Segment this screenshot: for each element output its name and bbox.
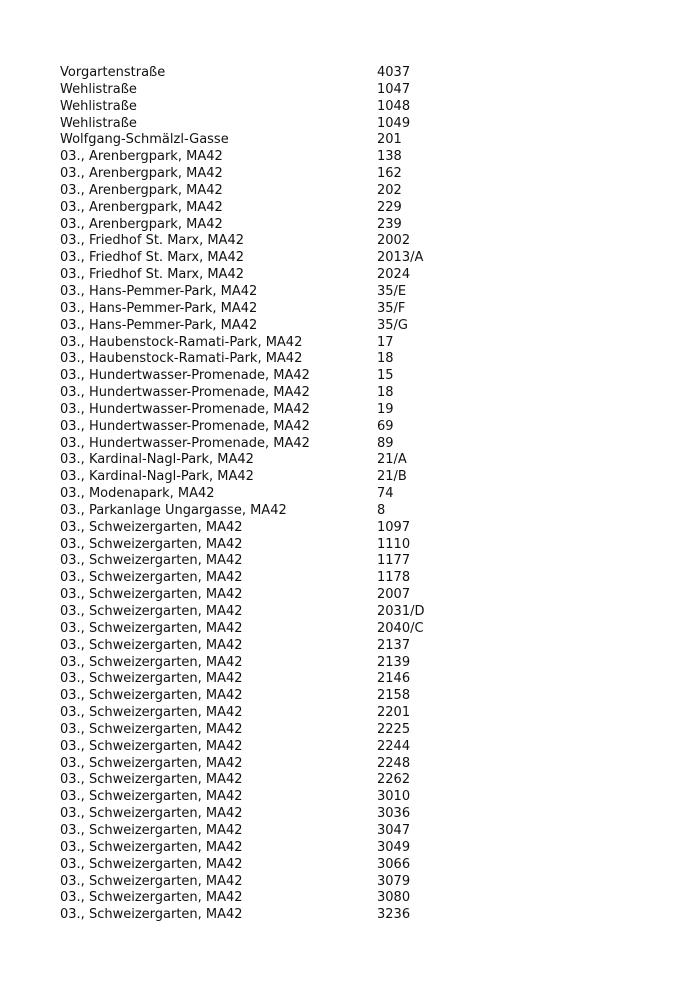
location-name: 03., Schweizergarten, MA42 [60,806,243,822]
location-name: 03., Schweizergarten, MA42 [60,772,243,788]
list-item [60,604,660,621]
list-item [60,772,660,789]
item-number: 17 [377,334,394,350]
location-name: 03., Schweizergarten, MA42 [60,822,243,838]
item-number: 15 [377,368,394,384]
item-number: 35/E [377,283,407,299]
list-item [60,301,660,318]
item-number: 3047 [377,822,411,838]
item-number: 229 [377,199,402,215]
location-name: 03., Schweizergarten, MA42 [60,789,243,805]
location-name: 03., Friedhof St. Marx, MA42 [60,250,244,266]
item-number: 1178 [377,570,411,586]
item-number: 2007 [377,587,411,603]
list-item [60,621,660,638]
location-name: Wehlistraße [60,81,137,97]
location-list [60,65,660,924]
list-item [60,318,660,335]
item-number: 2013/A [377,250,424,266]
item-number: 1097 [377,519,411,535]
location-name: 03., Hans-Pemmer-Park, MA42 [60,283,258,299]
location-name: 03., Schweizergarten, MA42 [60,671,243,687]
location-name: 03., Arenbergpark, MA42 [60,199,223,215]
location-name: 03., Haubenstock-Ramati-Park, MA42 [60,334,303,350]
list-item [60,267,660,284]
location-name: Vorgartenstraße [60,65,166,80]
location-name: 03., Schweizergarten, MA42 [60,570,243,586]
list-item [60,469,660,486]
location-name: Wehlistraße [60,98,137,114]
list-item [60,806,660,823]
location-name: 03., Schweizergarten, MA42 [60,705,243,721]
location-name: 03., Schweizergarten, MA42 [60,604,243,619]
location-name: 03., Kardinal-Nagl-Park, MA42 [60,452,254,468]
item-number: 35/G [377,317,408,333]
list-item [60,132,660,149]
list-item [60,183,660,200]
item-number: 2024 [377,267,411,283]
list-item [60,486,660,503]
item-number: 8 [377,502,386,518]
list-item [60,166,660,183]
location-name: 03., Arenbergpark, MA42 [60,216,223,232]
item-number: 2146 [377,671,411,687]
item-number: 3010 [377,789,411,805]
item-number: 2139 [377,654,411,670]
list-item [60,116,660,133]
list-item [60,857,660,874]
item-number: 2201 [377,705,411,721]
location-name: 03., Modenapark, MA42 [60,486,215,502]
item-number: 1177 [377,553,411,569]
location-name: 03., Arenbergpark, MA42 [60,182,223,198]
item-number: 21/B [377,469,407,485]
item-number: 19 [377,401,394,417]
location-name: Wehlistraße [60,115,137,131]
list-item [60,250,660,267]
item-number: 3236 [377,907,411,923]
list-item [60,520,660,537]
location-name: 03., Friedhof St. Marx, MA42 [60,267,244,283]
location-name: 03., Hans-Pemmer-Park, MA42 [60,317,258,333]
item-number: 2040/C [377,620,424,636]
list-item [60,503,660,520]
item-number: 3080 [377,890,411,906]
location-name: 03., Schweizergarten, MA42 [60,856,243,872]
location-name: 03., Schweizergarten, MA42 [60,536,243,552]
list-item [60,840,660,857]
list-item [60,907,660,924]
location-name: 03., Schweizergarten, MA42 [60,721,243,737]
list-item [60,452,660,469]
list-item [60,722,660,739]
location-name: 03., Hundertwasser-Promenade, MA42 [60,418,310,434]
list-item [60,65,660,82]
list-item [60,149,660,166]
location-name: 03., Arenbergpark, MA42 [60,166,223,182]
item-number: 3066 [377,856,411,872]
item-number: 89 [377,435,394,451]
list-item [60,553,660,570]
item-number: 1048 [377,98,411,114]
location-name: 03., Schweizergarten, MA42 [60,637,243,653]
item-number: 35/F [377,300,406,316]
list-item [60,823,660,840]
list-item [60,638,660,655]
item-number: 74 [377,486,394,502]
list-item [60,368,660,385]
location-name: 03., Kardinal-Nagl-Park, MA42 [60,469,254,485]
list-item [60,789,660,806]
list-item [60,233,660,250]
item-number: 239 [377,216,402,232]
location-name: 03., Arenbergpark, MA42 [60,149,223,165]
item-number: 202 [377,182,402,198]
list-item [60,351,660,368]
item-number: 2137 [377,637,411,653]
item-number: 1047 [377,81,411,97]
list-item [60,705,660,722]
list-item [60,655,660,672]
item-number: 162 [377,166,402,182]
location-name: 03., Hans-Pemmer-Park, MA42 [60,300,258,316]
location-name: 03., Hundertwasser-Promenade, MA42 [60,368,310,384]
item-number: 69 [377,418,394,434]
list-item [60,570,660,587]
item-number: 2002 [377,233,411,249]
item-number: 18 [377,351,394,367]
list-item [60,587,660,604]
list-item [60,99,660,116]
list-item [60,739,660,756]
location-name: 03., Schweizergarten, MA42 [60,907,243,923]
list-item [60,200,660,217]
item-number: 2158 [377,688,411,704]
list-item [60,671,660,688]
list-item [60,874,660,891]
list-item [60,419,660,436]
list-item [60,402,660,419]
location-name: 03., Haubenstock-Ramati-Park, MA42 [60,351,303,367]
list-item [60,82,660,99]
location-name: 03., Friedhof St. Marx, MA42 [60,233,244,249]
location-name: 03., Schweizergarten, MA42 [60,688,243,704]
list-item [60,335,660,352]
list-item [60,284,660,301]
item-number: 3079 [377,873,411,889]
item-number: 21/A [377,452,407,468]
location-name: 03., Hundertwasser-Promenade, MA42 [60,401,310,417]
location-name: 03., Schweizergarten, MA42 [60,839,243,855]
list-item [60,890,660,907]
item-number: 4037 [377,65,411,80]
location-name: 03., Schweizergarten, MA42 [60,553,243,569]
item-number: 138 [377,149,402,165]
location-name: 03., Schweizergarten, MA42 [60,519,243,535]
item-number: 2031/D [377,604,425,619]
item-number: 2262 [377,772,411,788]
list-item [60,436,660,453]
item-number: 3049 [377,839,411,855]
location-name: 03., Schweizergarten, MA42 [60,738,243,754]
location-name: 03., Schweizergarten, MA42 [60,873,243,889]
item-number: 2244 [377,738,411,754]
location-name: 03., Schweizergarten, MA42 [60,890,243,906]
location-name: 03., Schweizergarten, MA42 [60,587,243,603]
item-number: 2248 [377,755,411,771]
location-name: 03., Schweizergarten, MA42 [60,654,243,670]
item-number: 1049 [377,115,411,131]
list-item [60,385,660,402]
item-number: 2225 [377,721,411,737]
item-number: 3036 [377,806,411,822]
item-number: 201 [377,132,402,148]
location-name: 03., Hundertwasser-Promenade, MA42 [60,385,310,401]
list-item [60,756,660,773]
location-name: 03., Parkanlage Ungargasse, MA42 [60,502,287,518]
location-name: 03., Hundertwasser-Promenade, MA42 [60,435,310,451]
list-item [60,217,660,234]
location-name: 03., Schweizergarten, MA42 [60,620,243,636]
location-name: Wolfgang-Schmälzl-Gasse [60,132,229,148]
location-name: 03., Schweizergarten, MA42 [60,755,243,771]
item-number: 1110 [377,536,411,552]
list-item [60,537,660,554]
list-item [60,688,660,705]
item-number: 18 [377,385,394,401]
